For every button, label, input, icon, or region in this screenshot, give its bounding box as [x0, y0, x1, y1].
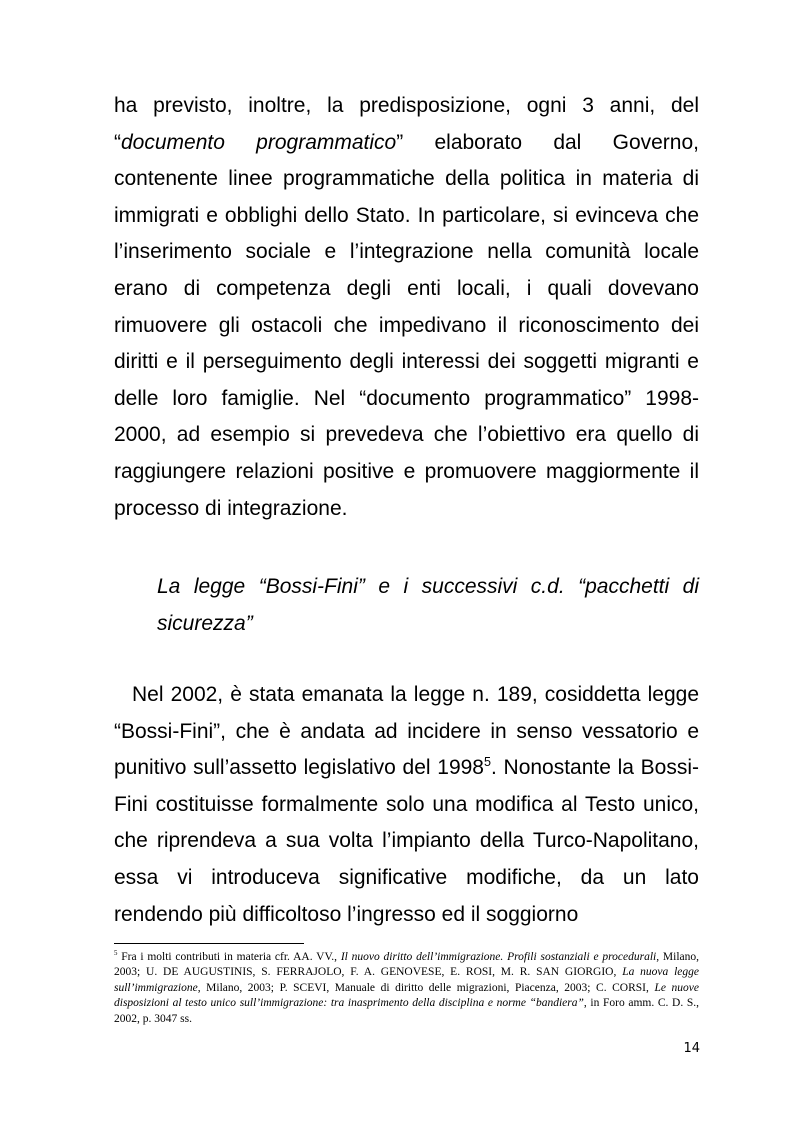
footnote-separator — [114, 943, 304, 944]
footnote-text-3: , Milano, 2003; P. SCEVI, Manuale di diritto delle migrazioni, Piacenza, 2003; C. CORSI, — [197, 981, 655, 994]
footnote-italic-1: Il nuovo diritto dell’immigrazione. Profili sostanziali e procedurali — [340, 951, 657, 963]
paragraph-1-text-b: ” elaborato dal Governo, contenente linee programmatiche della politica in materia di immigrati e obblighi dello Stato. In particolare, si evinceva che l’inserimento sociale e l’integrazione nella comunità locale erano di competenza degli enti locali, i quali dovevano rimuovere gli ostacoli che impedivano il riconoscimento dei diritti e il perseguimento degli interessi dei soggetti migranti e delle loro famiglie. Nel “documento programmatico” 1998-2000, ad esempio si prevedeva che l’obiettivo era quello di raggiungere relazioni positive e promuovere maggiormente il processo di integrazione. — [114, 130, 699, 520]
footnote — [114, 950, 699, 1027]
section-heading: La legge “Bossi-Fini” e i successivi c.d. “pacchetti di sicurezza” — [157, 575, 699, 635]
paragraph-2-text-b: . Nonostante la Bossi-Fini costituisse formalmente solo una modifica al Testo unico, che riprendeva a sua volta l’impianto della Turco-Napolitano, essa vi introduceva significative modifiche, da un lato rendendo più difficoltoso l’ingresso ed il soggiorno — [114, 756, 700, 926]
footnote-text-4: , in Foro amm. C. D. S., 2002, p. 3047 ss. — [114, 997, 699, 1025]
footnote-italic-2: La nuova legge sull’immigrazione — [114, 966, 699, 994]
footnote-italic-3: Le nuove disposizioni al testo unico sull’immigrazione: tra inasprimento della disciplina e norme “bandiera” — [114, 981, 699, 1010]
paragraph-1-italic-term: documento programmatico — [121, 130, 397, 154]
page-number: 14 — [683, 1041, 700, 1056]
footnote-text-2: , Milano, 2003; U. DE AUGUSTINIS, S. FERRAJOLO, F. A. GENOVESE, E. ROSI, M. R. SAN GIORGIO, — [114, 951, 699, 979]
footnote-reference[interactable]: 5 — [483, 755, 491, 770]
body-paragraph-1 — [114, 88, 699, 527]
footnote-text-1: Fra i molti contributi in materia cfr. AA. VV., — [117, 951, 341, 963]
paragraph-2-text-a: Nel 2002, è stata emanata la legge n. 189, cosiddetta legge “Bossi-Fini”, che è andata ad incidere in senso vessatorio e punitivo sull’assetto legislativo del 1998 — [114, 683, 699, 780]
body-paragraph-2 — [114, 677, 699, 933]
footnote-number: 5 — [114, 950, 118, 958]
paragraph-1-text-a: ha previsto, inoltre, la predisposizione, ogni 3 anni, del “ — [114, 94, 699, 154]
